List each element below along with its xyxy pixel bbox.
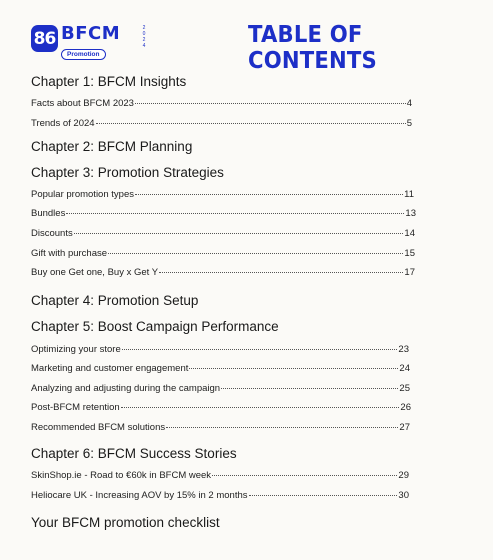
toc-entry-label: Recommended BFCM solutions [31,422,166,433]
dot-leader [74,233,404,234]
dot-leader [96,123,406,124]
toc-entry-label: Popular promotion types [31,189,134,200]
toc-entry[interactable] [31,267,415,278]
dot-leader [166,427,398,428]
toc-entry-page: 23 [398,344,409,355]
toc-entry[interactable] [31,228,415,239]
toc-entry[interactable] [31,248,415,259]
chapter-heading[interactable]: Chapter 4: Promotion Setup [31,293,199,308]
dot-leader [189,368,398,369]
toc-entry-page: 29 [398,470,409,481]
chapter-heading[interactable]: Chapter 6: BFCM Success Stories [31,446,237,461]
logo-subtitle: Promotion [61,49,106,60]
dot-leader [135,194,403,195]
dot-leader [121,407,400,408]
toc-entry[interactable] [31,189,414,200]
toc-entry-page: 4 [406,98,412,109]
toc-entry-page: 5 [406,118,412,129]
chapter-heading[interactable]: Chapter 3: Promotion Strategies [31,165,224,180]
toc-entry[interactable] [31,208,416,219]
dot-leader [66,213,404,214]
chapter-heading[interactable]: Chapter 1: BFCM Insights [31,74,187,89]
chapter-heading[interactable]: Chapter 5: Boost Campaign Performance [31,319,279,334]
toc-entry-page: 24 [399,363,410,374]
dot-leader [212,475,397,476]
toc-entry-label: Discounts [31,228,73,239]
toc-entry-page: 30 [398,490,409,501]
toc-entry-page: 13 [405,208,416,219]
toc-entry-label: Gift with purchase [31,248,108,259]
toc-entry[interactable] [31,490,409,501]
toc-entry[interactable] [31,383,410,394]
toc-entry-label: Trends of 2024 [31,118,95,129]
toc-entry-page: 27 [399,422,410,433]
page-title: TABLE OF CONTENTS [248,22,377,74]
toc-entry-page: 15 [404,248,415,259]
logo-badge: 86 [31,25,58,52]
toc-entry-label: Buy one Get one, Buy x Get Y [31,267,159,278]
toc-entry-label: Heliocare UK - Increasing AOV by 15% in 2 months [31,490,248,501]
dot-leader [221,388,398,389]
dot-leader [135,103,406,104]
dot-leader [159,272,403,273]
logo-year: 2 0 2 4 [142,25,146,49]
toc-entry-page: 26 [400,402,411,413]
toc-entry-page: 25 [399,383,410,394]
toc-entry[interactable] [31,402,411,413]
toc-entry-label: SkinShop.ie - Road to €60k in BFCM week [31,470,212,481]
chapter-heading[interactable]: Chapter 2: BFCM Planning [31,139,193,154]
toc-entry-label: Marketing and customer engagement [31,363,189,374]
toc-entry-label: Analyzing and adjusting during the campaign [31,383,221,394]
toc-entry[interactable] [31,118,412,129]
bfcm-logo [31,23,146,61]
toc-entry[interactable] [31,470,409,481]
dot-leader [122,349,398,350]
dot-leader [249,495,398,496]
logo-wordmark: BFCM [61,23,121,44]
toc-entry-label: Post-BFCM retention [31,402,120,413]
toc-entry-page: 17 [404,267,415,278]
toc-entry[interactable] [31,98,412,109]
toc-entry-label: Facts about BFCM 2023 [31,98,134,109]
logo-text-group [61,23,146,61]
toc-entry-page: 14 [404,228,415,239]
toc-entry-label: Bundles [31,208,66,219]
toc-entry-page: 11 [404,189,414,200]
dot-leader [108,253,403,254]
toc-entry[interactable] [31,422,410,433]
toc-entry-label: Optimizing your store [31,344,121,355]
toc-entry[interactable] [31,344,409,355]
chapter-heading[interactable]: Your BFCM promotion checklist [31,515,220,530]
toc-entry[interactable] [31,363,410,374]
